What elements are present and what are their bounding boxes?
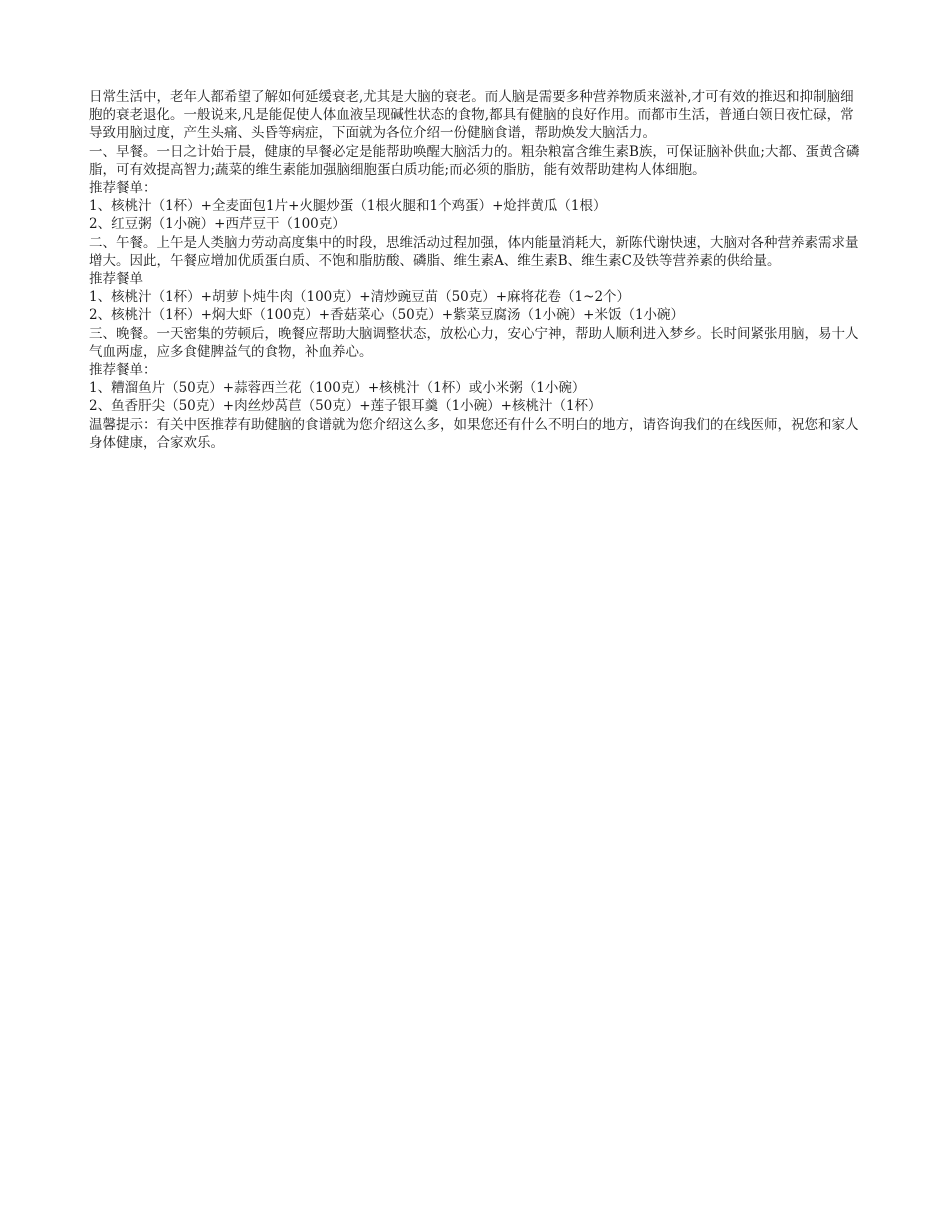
document-body — [89, 88, 867, 452]
dinner-menu-item-1: 1、糟溜鱼片（50克）+蒜蓉西兰花（100克）+核桃汁（1杯）或小米粥（1小碗） — [89, 380, 586, 397]
lunch-paragraph: 二、午餐。上午是人类脑力劳动高度集中的时段，思维活动过程加强，体内能量消耗大，新陈代谢快速，大脑对各种营养素需求量增大。因此，午餐应增加优质蛋白质、不饱和脂肪酸、磷脂、维生素A、维生素B、维生素C及铁等营养素的供给量。 — [89, 234, 859, 269]
closing-tip-paragraph: 温馨提示：有关中医推荐有助健脑的食谱就为您介绍这么多，如果您还有什么不明白的地方，请咨询我们的在线医师，祝您和家人身体健康，合家欢乐。 — [89, 416, 859, 451]
breakfast-paragraph: 一、早餐。一日之计始于晨，健康的早餐必定是能帮助唤醒大脑活力的。粗杂粮富含维生素B族，可保证脑补供血;大都、蛋黄含磷脂，可有效提高智力;蔬菜的维生素能加强脑细胞蛋白质功能;而必须的脂肪，能有效帮助建构人体细胞。 — [89, 143, 860, 178]
lunch-menu-item-2: 2、核桃汁（1杯）+焖大虾（100克）+香菇菜心（50克）+紫菜豆腐汤（1小碗）+米饭（1小碗） — [89, 307, 685, 324]
dinner-menu-heading: 推荐餐单： — [89, 362, 157, 379]
breakfast-menu-item-1: 1、核桃汁（1杯）+全麦面包1片+火腿炒蛋（1根火腿和1个鸡蛋）+炝拌黄瓜（1根） — [89, 198, 607, 215]
dinner-menu-item-2: 2、鱼香肝尖（50克）+肉丝炒莴苣（50克）+莲子银耳羹（1小碗）+核桃汁（1杯） — [89, 398, 602, 415]
breakfast-menu-item-2: 2、红豆粥（1小碗）+西芹豆干（100克） — [89, 216, 346, 233]
lunch-menu-item-1: 1、核桃汁（1杯）+胡萝卜炖牛肉（100克）+清炒豌豆苗（50克）+麻将花卷（1~2个） — [89, 289, 631, 306]
intro-paragraph: 日常生活中，老年人都希望了解如何延缓衰老,尤其是大脑的衰老。而人脑是需要多种营养物质来滋补,才可有效的推迟和抑制脑细胞的衰老退化。一般说来,凡是能促使人体血液呈现碱性状态的食物,都具有健脑的良好作用。而都市生活，普通白领日夜忙碌，常导致用脑过度，产生头痛、头昏等病症，下面就为各位介绍一份健脑食谱，帮助焕发大脑活力。 — [89, 89, 854, 142]
breakfast-menu-heading: 推荐餐单： — [89, 180, 157, 197]
lunch-menu-heading: 推荐餐单 — [89, 271, 143, 288]
dinner-paragraph: 三、晚餐。一天密集的劳顿后，晚餐应帮助大脑调整状态，放松心力，安心宁神，帮助人顺利进入梦乡。长时间紧张用脑，易十人气血两虚，应多食健脾益气的食物，补血养心。 — [89, 325, 859, 360]
